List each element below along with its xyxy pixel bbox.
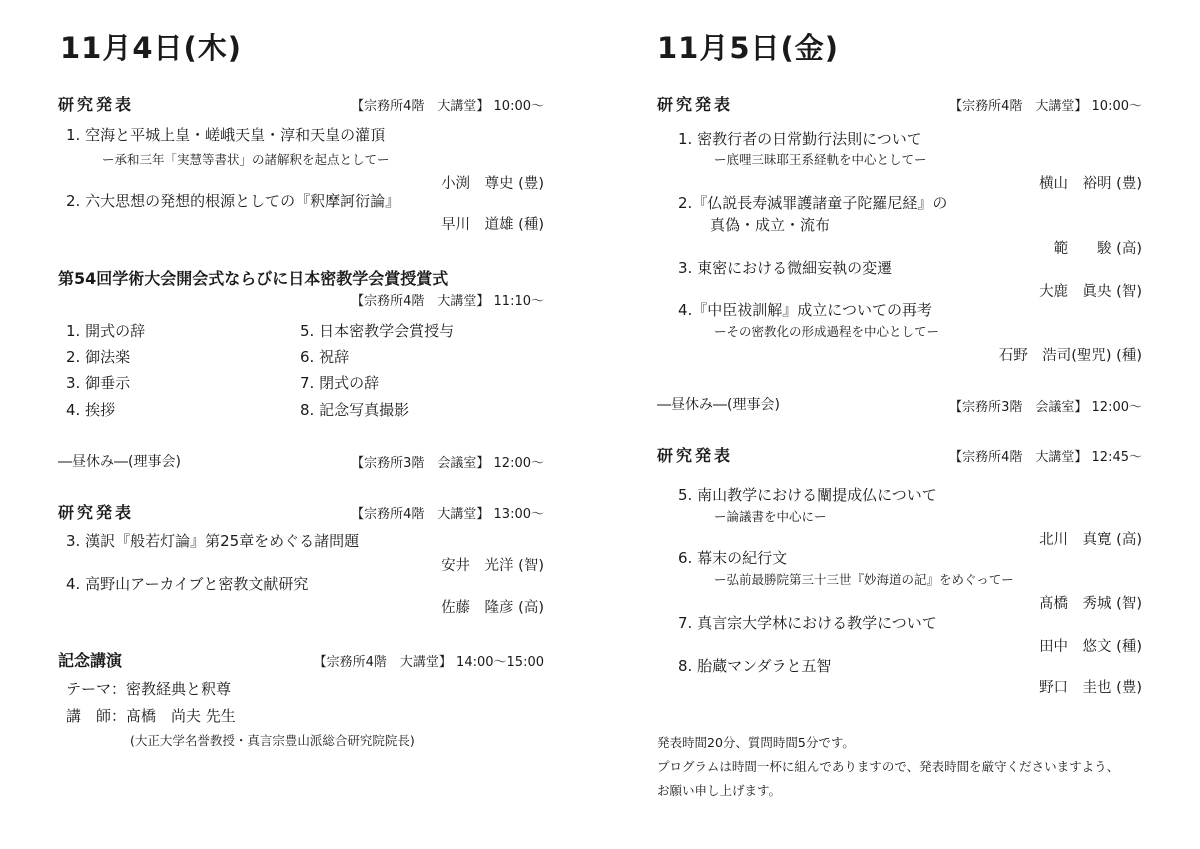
day2-talk2-presenter: 範 駿 (高) [1053,241,1142,257]
day1-talk2-presenter: 早川 道雄 (種) [441,217,544,233]
day1-date: 11月4日(木) [60,31,243,65]
day2-talk6-subtitle: ー弘前最勝院第三十三世『妙海道の記』をめぐってー [714,572,1014,587]
note-line: お願い申し上げます。 [657,783,782,798]
day2-talk4-presenter: 石野 浩司(聖咒) (種) [998,348,1142,364]
day1-talk3-title: 3. 漢訳『般若灯論』第25章をめぐる諸問題 [66,532,360,550]
day1-lunch-label: ―昼休み―(理事会) [58,454,181,470]
day2-talk7-presenter: 田中 悠文 (種) [1039,639,1142,655]
day1-talk1-title: 1. 空海と平城上皇・嵯峨天皇・淳和天皇の灌頂 [66,126,386,144]
ceremony-item: 7. 閉式の辞 [300,374,380,392]
day2-talk3-title: 3. 東密における微細妄執の変遷 [678,259,893,277]
day2-session1-venue: 【宗務所4階 大講堂】 10:00〜 [949,99,1142,114]
day2-talk1-title: 1. 密教行者の日常勤行法則について [678,130,922,148]
ceremony-venue: 【宗務所4階 大講堂】 11:10〜 [351,294,544,309]
day2-talk3-presenter: 大鹿 眞央 (智) [1039,284,1142,300]
day2-talk4-title: 4.『中臣祓訓解』成立についての再考 [678,301,933,319]
day2-talk1-presenter: 横山 裕明 (豊) [1039,176,1142,192]
day2-lunch-venue: 【宗務所3階 会議室】 12:00〜 [949,400,1142,415]
lecture-venue: 【宗務所4階 大講堂】 14:00〜15:00 [313,655,544,670]
day2-talk4-subtitle: ーその密教化の形成過程を中心としてー [714,324,940,339]
lecture-theme: テーマ：密教経典と釈尊 [66,680,232,698]
day2-session2-heading: 研究発表 [657,446,734,465]
day1-talk2-title: 2. 六大思想の発想的根源としての『釈摩訶衍論』 [66,192,401,210]
day2-talk1-subtitle: ー底哩三昧耶王系経軌を中心としてー [714,152,927,167]
ceremony-item: 8. 記念写真撮影 [300,401,410,419]
day2-talk5-subtitle: ー論議書を中心にー [714,509,827,524]
ceremony-item: 3. 御垂示 [66,374,131,392]
day2-talk2-title: 2.『仏説長寿滅罪護諸童子陀羅尼経』の [678,194,948,212]
day2-talk2-title2: 真偽・成立・流布 [710,216,831,234]
day2-talk6-title: 6. 幕末の紀行文 [678,549,788,567]
day1-talk1-subtitle: ー承和三年「実慧等書状」の諸解釈を起点としてー [102,152,390,167]
ceremony-item: 5. 日本密教学会賞授与 [300,322,455,340]
ceremony-heading: 第54回学術大会開会式ならびに日本密教学会賞授賞式 [58,269,449,288]
day2-talk5-presenter: 北川 真寛 (高) [1039,532,1142,548]
day2-talk6-presenter: 髙橋 秀城 (智) [1039,596,1142,612]
ceremony-item: 2. 御法楽 [66,348,131,366]
ceremony-item: 4. 挨拶 [66,401,116,419]
note-line: 発表時間20分、質問時間5分です。 [657,735,855,750]
day1-session1-heading: 研究発表 [58,95,135,114]
day2-session2-venue: 【宗務所4階 大講堂】 12:45〜 [949,450,1142,465]
day2-lunch-label: ―昼休み―(理事会) [657,397,780,413]
note-line: プログラムは時間一杯に組んでありますので、発表時間を厳守くださいますよう、 [657,759,1120,774]
day1-session2-venue: 【宗務所4階 大講堂】 13:00〜 [351,507,544,522]
day1-lunch-venue: 【宗務所3階 会議室】 12:00〜 [351,456,544,471]
day2-talk5-title: 5. 南山教学における闡提成仏について [678,486,937,504]
day2-talk8-title: 8. 胎蔵マンダラと五智 [678,657,832,675]
day1-talk1-presenter: 小渕 尊史 (豊) [441,176,544,192]
day1-talk3-presenter: 安井 光洋 (智) [441,558,544,574]
day1-talk4-presenter: 佐藤 隆彦 (高) [441,600,544,616]
day1-session1-venue: 【宗務所4階 大講堂】 10:00〜 [351,99,544,114]
day2-session1-heading: 研究発表 [657,95,734,114]
day1-talk4-title: 4. 高野山アーカイブと密教文献研究 [66,575,309,593]
lecture-heading: 記念講演 [58,651,123,670]
lecture-lecturer: 講 師：髙橋 尚夫 先生 [66,707,236,725]
day1-session2-heading: 研究発表 [58,503,135,522]
day2-talk8-presenter: 野口 圭也 (豊) [1039,680,1142,696]
day2-date: 11月5日(金) [657,31,840,65]
ceremony-item: 6. 祝辞 [300,348,350,366]
ceremony-item: 1. 開式の辞 [66,322,146,340]
lecture-affiliation: (大正大学名誉教授・真言宗豊山派総合研究院院長) [130,733,415,748]
day2-talk7-title: 7. 真言宗大学林における教学について [678,614,937,632]
